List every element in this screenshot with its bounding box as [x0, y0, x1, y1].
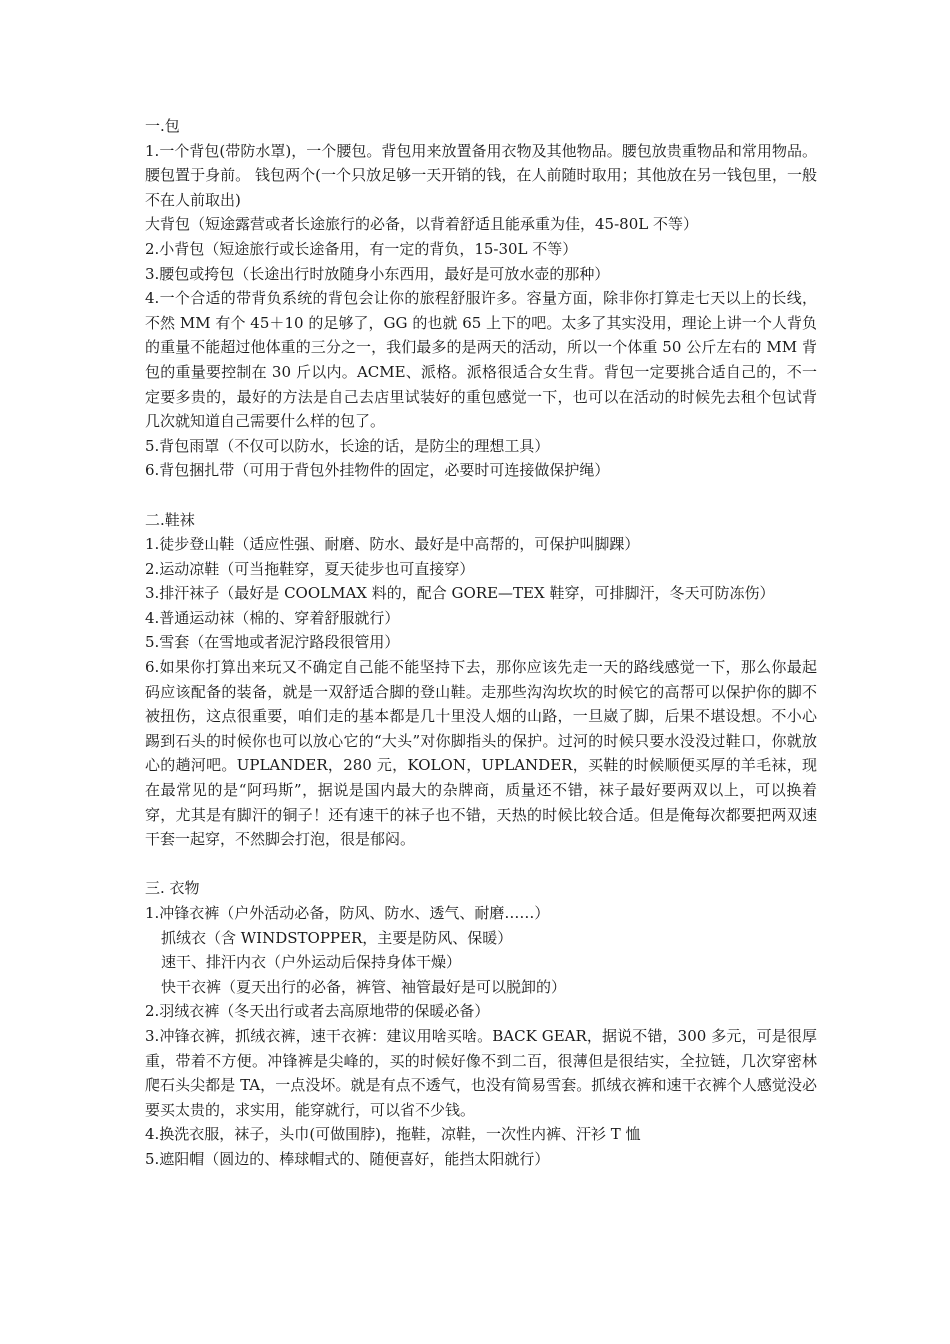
paragraph: 快干衣裤（夏天出行的必备，裤管、袖管最好是可以脱卸的）	[161, 977, 567, 996]
paragraph: 4.一个合适的带背负系统的背包会让你的旅程舒服许多。容量方面，除非你打算走七天以上的长线，不然 MM 有个 45＋10 的足够了，GG 的也就 65 上下的吧。太多了其实没用，理论上讲一个人背负的重量不能超过他体重的三分之一，我们最多的是两天的活动，所以一个体重 50 公斤左右的 MM 背包的重量要控制在 30 斤以内。ACME、派格。派格很适合女生背。背包一定要挑合适自己的，不一定要多贵的，最好的方法是自己去店里试装好的重包感觉一下，也可以在活动的时候先去租个包试背几次就知道自己需要什么样的包了。	[145, 289, 817, 431]
paragraph: 速干、排汗内衣（户外运动后保持身体干燥）	[161, 953, 462, 972]
paragraph: 大背包（短途露营或者长途旅行的必备，以背着舒适且能承重为佳，45-80L 不等）	[145, 215, 698, 234]
paragraph: 2.运动凉鞋（可当拖鞋穿，夏天徒步也可直接穿）	[145, 559, 475, 578]
paragraph: 1.冲锋衣裤（户外活动必备，防风、防水、透气、耐磨……）	[145, 904, 550, 922]
paragraph: 6.背包捆扎带（可用于背包外挂物件的固定，必要时可连接做保护绳）	[145, 461, 610, 480]
paragraph: 5.雪套（在雪地或者泥泞路段很管用）	[145, 633, 400, 652]
spacer	[145, 852, 817, 877]
paragraph: 5.遮阳帽（圆边的、棒球帽式的、随便喜好，能挡太阳就行）	[145, 1149, 550, 1168]
section-title-shoes-socks: 二.鞋袜	[145, 510, 195, 529]
paragraph: 抓绒衣（含 WINDSTOPPER，主要是防风、保暖）	[161, 928, 513, 947]
paragraph: 3.排汗袜子（最好是 COOLMAX 料的，配合 GORE—TEX 鞋穿，可排脚汗，冬天可防冻伤）	[145, 584, 775, 603]
paragraph: 4.普通运动袜（棉的、穿着舒服就行）	[145, 608, 400, 627]
document-page	[145, 114, 817, 1172]
section-title-bags: 一.包	[145, 117, 180, 135]
paragraph: 6.如果你打算出来玩又不确定自己能不能坚持下去，那你应该先走一天的路线感觉一下，那么你最起码应该配备的装备，就是一双舒适合脚的登山鞋。走那些沟沟坎坎的时候它的高帮可以保护你的脚不被扭伤，这点很重要，咱们走的基本都是几十里没人烟的山路，一旦崴了脚，后果不堪设想。不小心踢到石头的时候你也可以放心它的“大头”对你脚指头的保护。过河的时候只要水没没过鞋口，你就放心的趟河吧。UPLANDER，280 元，KOLON，UPLANDER，买鞋的时候顺便买厚的羊毛袜，现在最常见的是“阿玛斯”，据说是国内最大的杂牌商，质量还不错，袜子最好要两双以上，可以换着穿，尤其是有脚汗的铜子！还有速干的袜子也不错，天热的时候比较合适。但是俺每次都要把两双速干套一起穿，不然脚会打泡，很是郁闷。	[145, 658, 817, 849]
paragraph: 4.换洗衣服，袜子，头巾(可做围脖)，拖鞋，凉鞋，一次性内裤、汗衫 T 恤	[145, 1125, 641, 1144]
paragraph: 1.徒步登山鞋（适应性强、耐磨、防水、最好是中高帮的，可保护叫脚踝）	[145, 535, 640, 554]
spacer	[145, 483, 817, 508]
paragraph: 2.羽绒衣裤（冬天出行或者去高原地带的保暖必备）	[145, 1002, 490, 1021]
paragraph: 3.腰包或挎包（长途出行时放随身小东西用，最好是可放水壶的那种）	[145, 264, 610, 283]
paragraph: 3.冲锋衣裤，抓绒衣裤，速干衣裤：建议用啥买啥。BACK GEAR，据说不错，300 多元，可是很厚重，带着不方便。冲锋裤是尖峰的，买的时候好像不到二百，很薄但是很结实，全拉链，几次穿密林爬石头尖都是 TA，一点没坏。就是有点不透气，也没有简易雪套。抓绒衣裤和速干衣裤个人感觉没必要买太贵的，求实用，能穿就行，可以省不少钱。	[145, 1026, 817, 1119]
paragraph: 1.一个背包(带防水罩)，一个腰包。背包用来放置备用衣物及其他物品。腰包放贵重物品和常用物品。腰包置于身前。 钱包两个(一个只放足够一天开销的钱，在人前随时取用；其他放在另一钱包里，一般不在人前取出)	[145, 141, 817, 209]
paragraph: 2.小背包（短途旅行或长途备用，有一定的背负，15-30L 不等）	[145, 239, 578, 258]
paragraph: 5.背包雨罩（不仅可以防水，长途的话，是防尘的理想工具）	[145, 436, 550, 455]
section-title-clothing: 三. 衣物	[145, 879, 200, 898]
